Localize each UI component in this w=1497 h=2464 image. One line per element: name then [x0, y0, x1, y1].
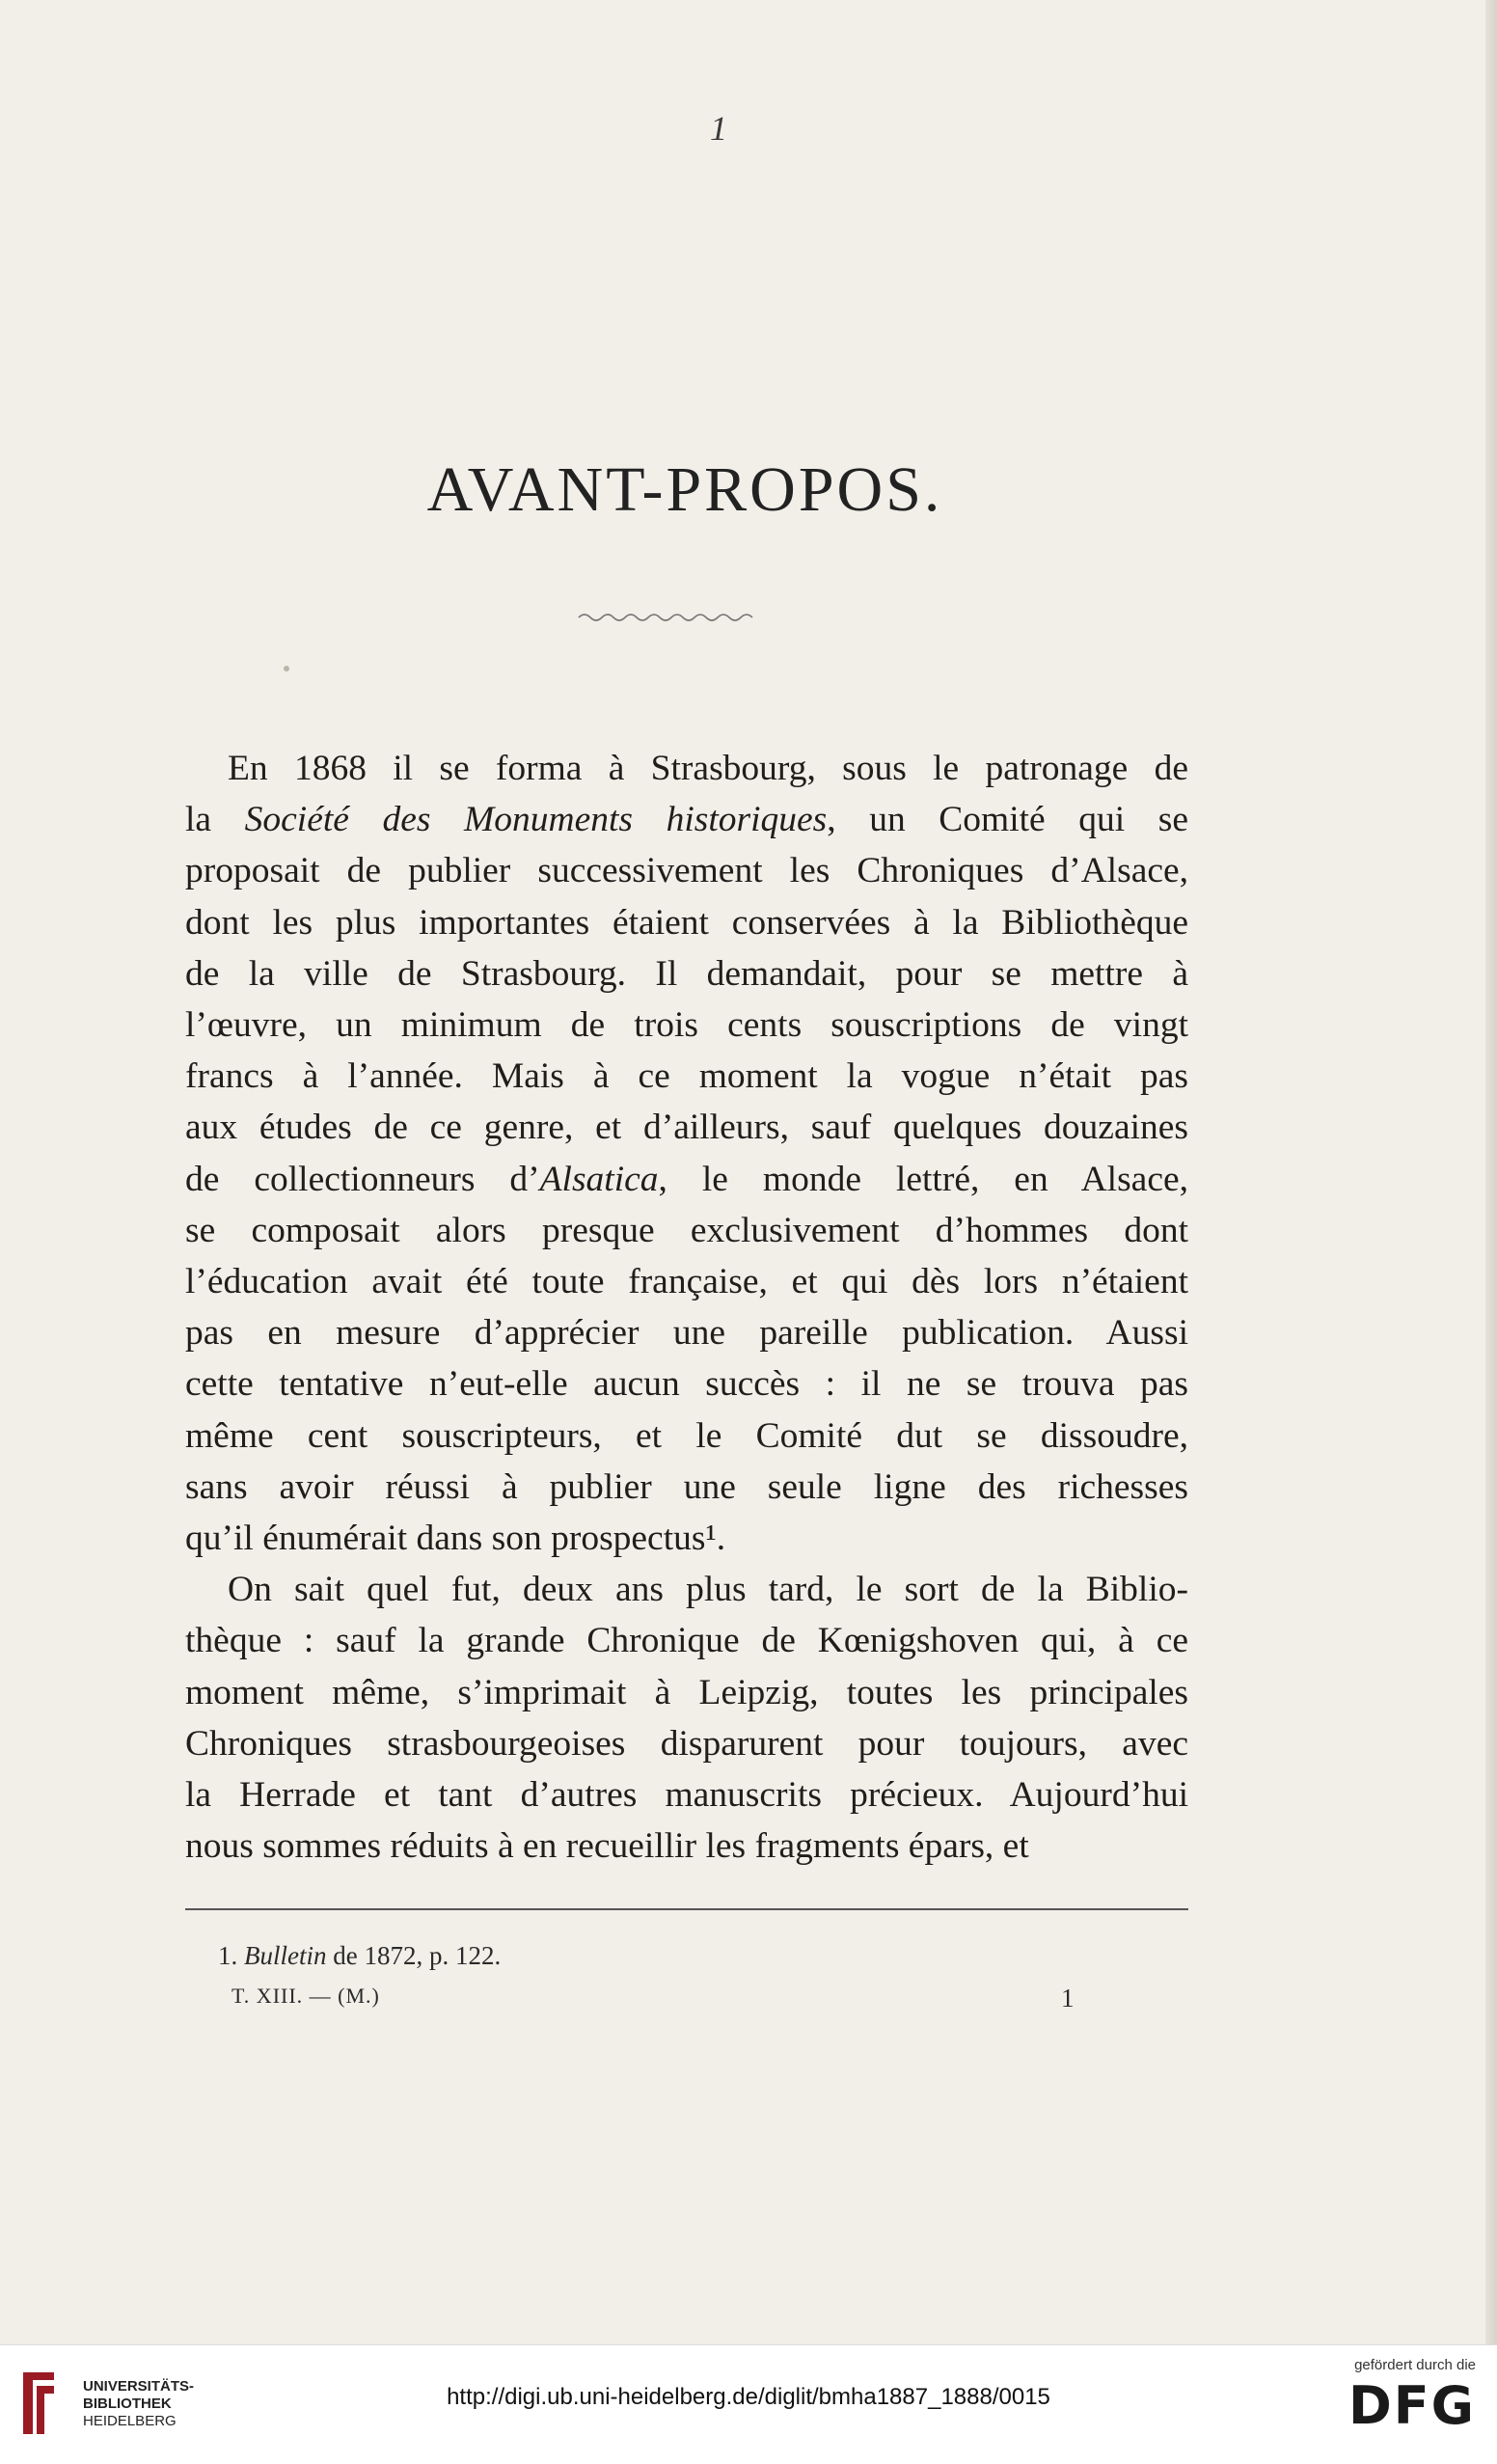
text-line: pas en mesure d’apprécier une pareille publication. Aussi [185, 1313, 1188, 1354]
footnote-title: Bulletin [244, 1941, 327, 1970]
dfg-logo: DFG [1347, 2375, 1476, 2436]
text-line: cette tentative n’eut-elle aucun succès : il ne se trouva pas [185, 1364, 1188, 1405]
footnote [218, 1941, 501, 1971]
library-name-line2: BIBLIOTHEK [83, 2396, 172, 2412]
text-line: de collectionneurs d’Alsatica, le monde lettré, en Alsace, [185, 1159, 1188, 1199]
text-line: la Société des Monuments historiques, un Comité qui se [185, 800, 1188, 840]
text-line: Chroniques strasbourgeoises disparurent pour toujours, avec [185, 1723, 1188, 1764]
text-line: sans avoir réussi à publier une seule ligne des richesses [185, 1466, 1188, 1507]
text-line: thèque : sauf la grande Chronique de Kœnigshoven qui, à ce [185, 1621, 1188, 1661]
text-line: se composait alors presque exclusivement d’hommes dont [185, 1210, 1188, 1250]
footnote-marker: 1. [218, 1941, 238, 1970]
footnote-rule [185, 1908, 1188, 1910]
text-line: moment même, s’imprimait à Leipzig, toutes les principales [185, 1672, 1188, 1712]
handwritten-folio-mark: 1 [710, 109, 727, 148]
body-text [185, 743, 1188, 1872]
text-line: l’éducation avait été toute française, et qui dès lors n’étaient [185, 1262, 1188, 1302]
title-ornament-rule [577, 608, 760, 627]
text-line: aux études de ce genre, et d’ailleurs, sauf quelques douzaines [185, 1108, 1188, 1148]
text-line: On sait quel fut, deux ans plus tard, le sort de la Biblio- [228, 1570, 1188, 1610]
text-line: francs à l’année. Mais à ce moment la vogue n’était pas [185, 1056, 1188, 1097]
text-line: l’œuvre, un minimum de trois cents souscriptions de vingt [185, 1005, 1188, 1046]
text-line: de la ville de Strasbourg. Il demandait, pour se mettre à [185, 953, 1188, 994]
page-number: 1 [1061, 1984, 1075, 2012]
ink-speck [284, 666, 289, 671]
sponsor-block[interactable] [1302, 2357, 1476, 2435]
text-line: qu’il énumérait dans son prospectus¹. [185, 1519, 726, 1559]
text-line: même cent souscripteurs, et le Comité dut se dissoudre, [185, 1415, 1188, 1456]
text-line: En 1868 il se forma à Strasbourg, sous le patronage de [228, 749, 1188, 788]
library-name-line1: UNIVERSITÄTS- [83, 2378, 195, 2395]
library-name-line3: HEIDELBERG [83, 2413, 177, 2429]
footnote-rest: de 1872, p. 122. [333, 1941, 502, 1970]
paragraph [185, 743, 1188, 1564]
text-line: proposait de publier successivement les Chroniques d’Alsace, [185, 851, 1188, 891]
text-line: nous sommes réduits à en recueillir les fragments épars, et [185, 1826, 1029, 1867]
page-title: AVANT-PROPOS. [426, 454, 943, 525]
sponsor-label: gefördert durch die [1354, 2357, 1476, 2373]
paragraph [185, 1564, 1188, 1872]
page-edge-shadow [1485, 0, 1497, 2344]
text-line: la Herrade et tant d’autres manuscrits précieux. Aujourd’hui [185, 1775, 1188, 1816]
permalink-url[interactable]: http://digi.ub.uni-heidelberg.de/diglit/bmha1887_1888/0015 [447, 2384, 1050, 2410]
text-line: dont les plus importantes étaient conservées à la Bibliothèque [185, 902, 1188, 943]
printer-signature: T. XIII. — (M.) [231, 1984, 380, 2008]
digitization-footer [0, 2344, 1497, 2464]
